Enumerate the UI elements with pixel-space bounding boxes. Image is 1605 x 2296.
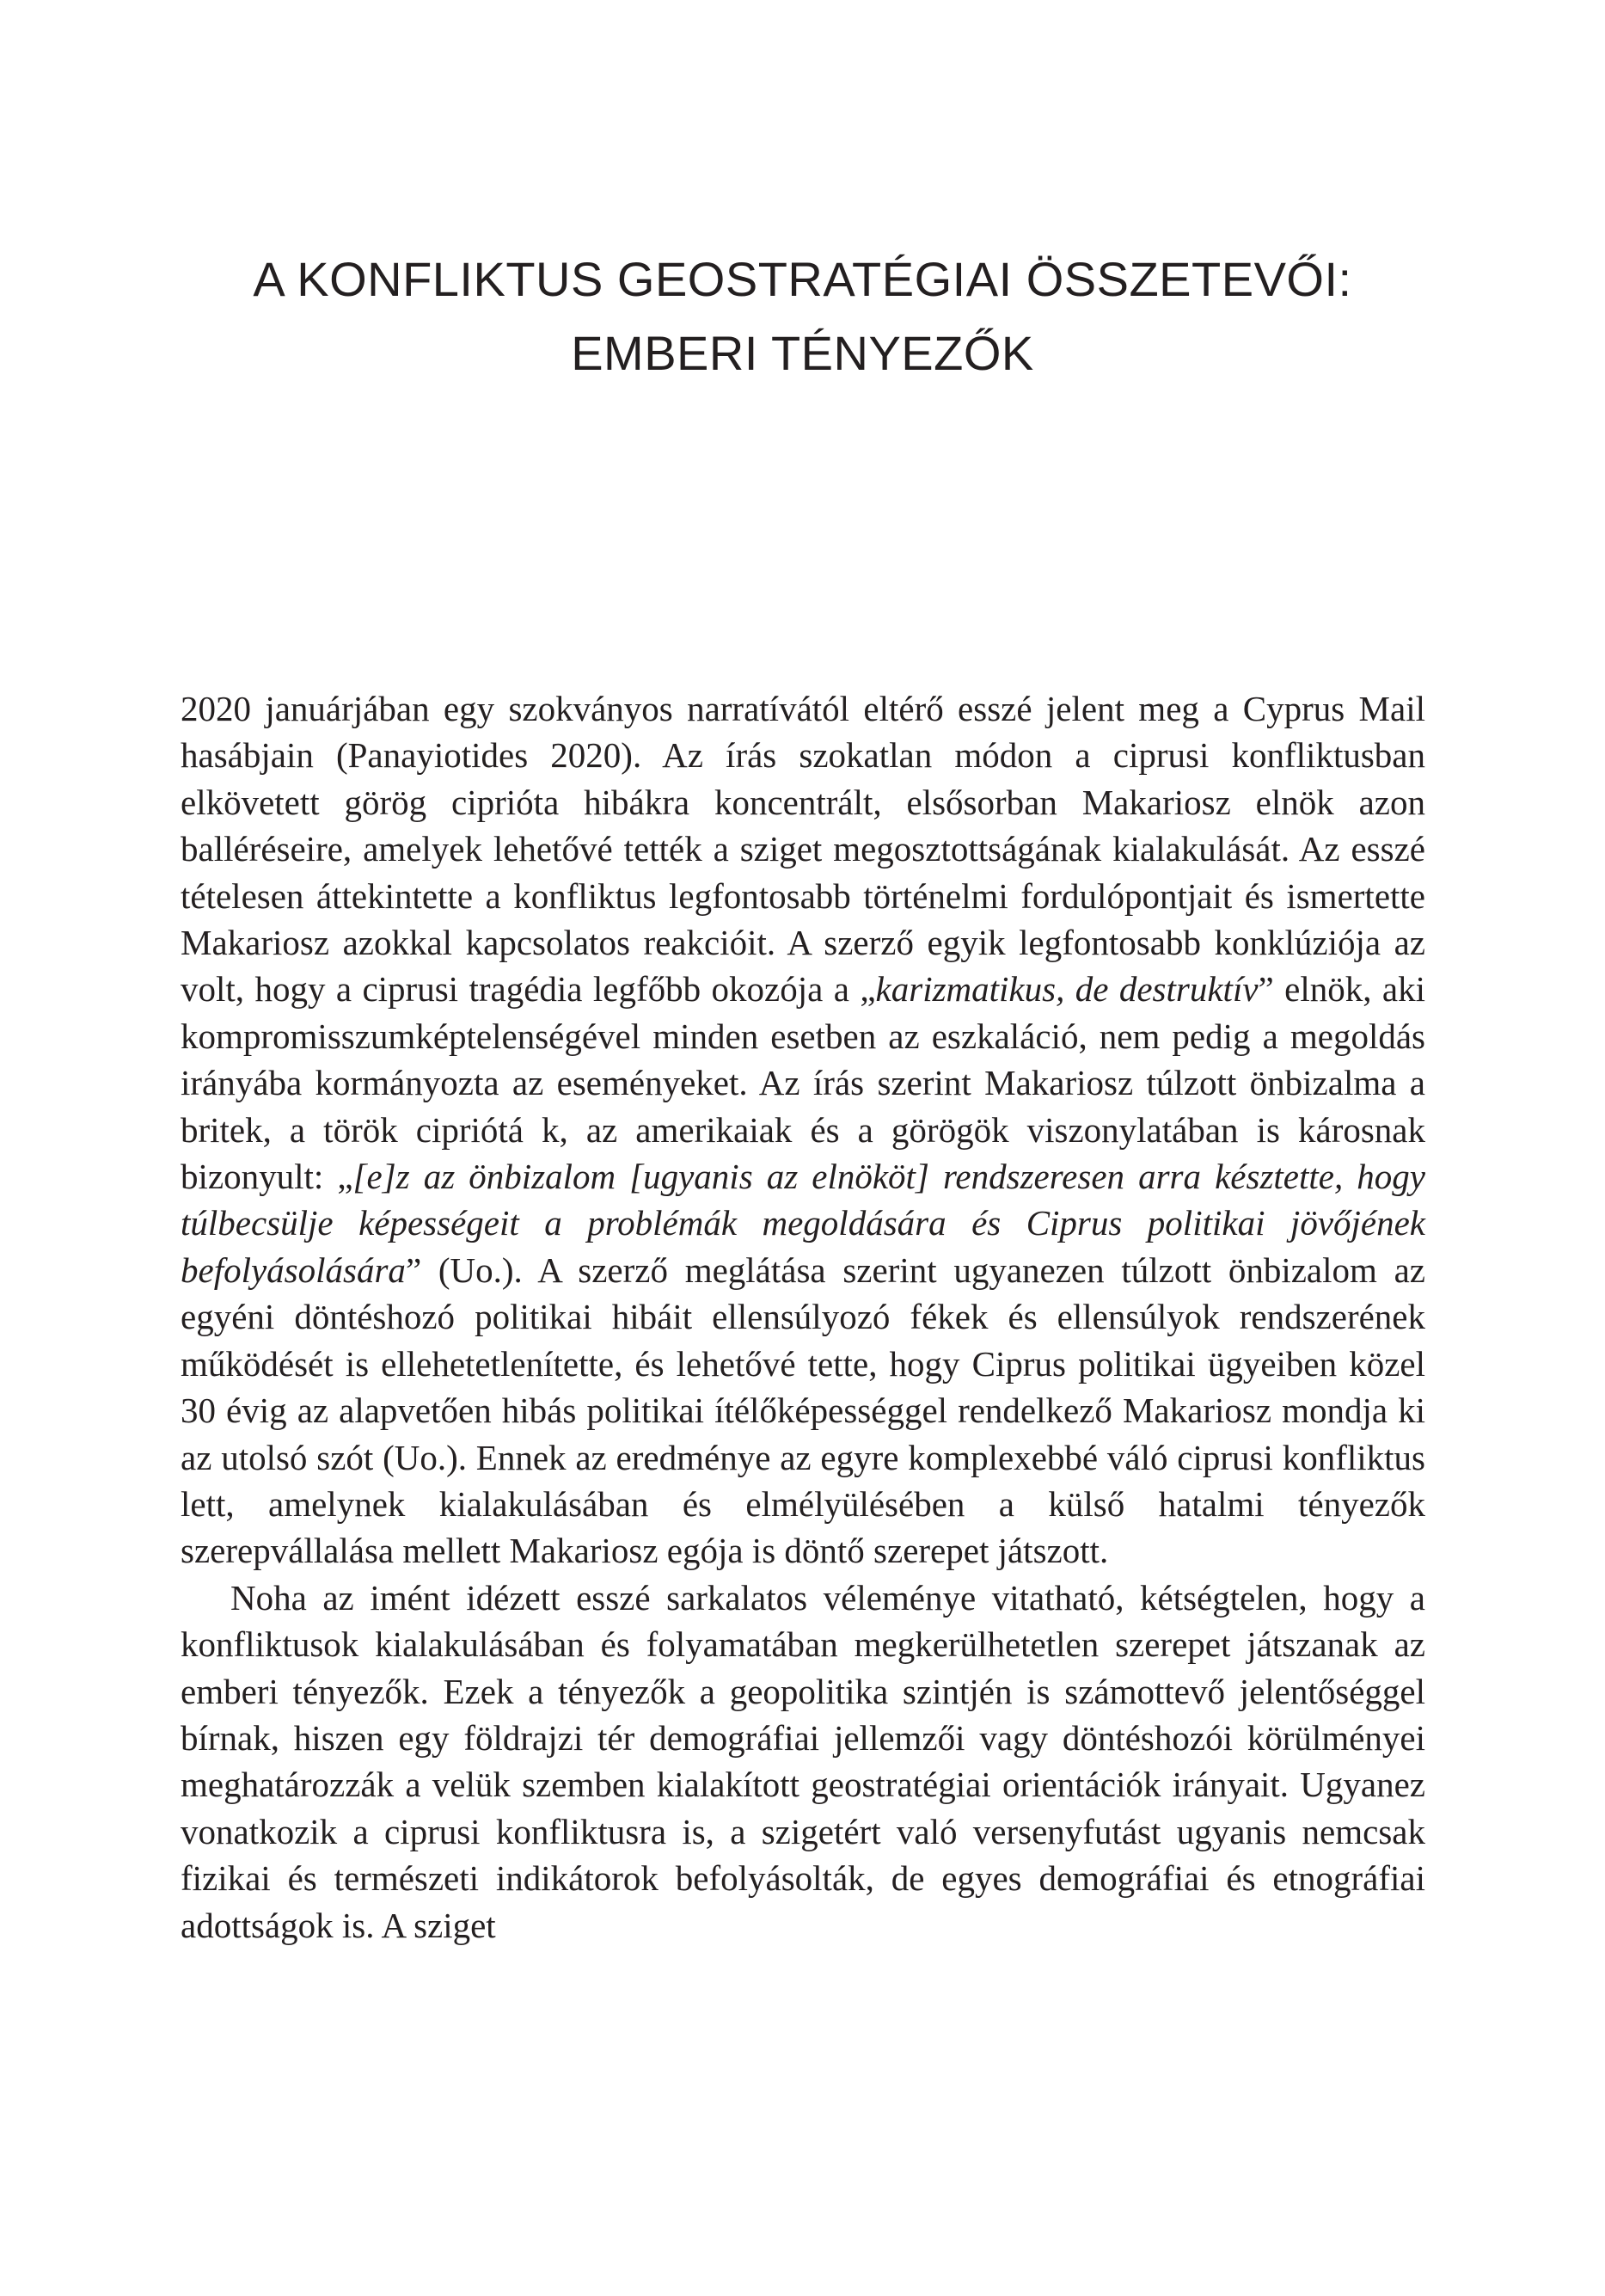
body-text <box>181 685 1425 1949</box>
paragraph-1-text: 2020 januárjában egy szokványos narratívától eltérő esszé jelent meg a Cyprus Mail hasábjain (Panayiotides 2020). Az írás szokatlan módon a ciprusi konfliktusban elkövetett görög cipriótа hibákra koncentrált, elsősorban Makariosz elnök azon balléréseire, amelyek lehetővé tették a sziget megosztottságának kialakulását. Az esszé tételesen áttekintette a konfliktus legfontosabb történelmi fordulópontjait és ismertette Makariosz azokkal kapcsolatos reakcióit. A szerző egyik legfontosabb konklúziója az volt, hogy a ciprusi tragédia legfőbb okozója a „ <box>181 689 1425 1010</box>
chapter-title-line-2: EMBERI TÉNYEZŐK <box>571 326 1034 380</box>
chapter-title <box>0 242 1605 390</box>
paragraph-2 <box>181 1575 1425 1949</box>
paragraph-2-text: Noha az imént idézett esszé sarkalatos véleménye vitatható, kétségtelen, hogy a konfliktusok kialakulásában és folyamatában megkerülhetetlen szerepet játszanak az emberi tényezők. Ezek a tényezők a geopolitika szintjén is számottevő jelentőséggel bírnak, hiszen egy földrajzi tér demográfiai jellemzői vagy döntéshozói körülményei meghatározzák a velük szemben kialakított geostratégiai orientációk irányait. Ugyanez vonatkozik a ciprusi konfliktusra is, a szigetért való versenyfutást ugyanis nemcsak fizikai és természeti indikátorok befolyásolták, de egyes demográfiai és etnográfiai adottságok is. A sziget <box>181 1577 1425 1945</box>
quote-onbizalom: [e]z az önbizalom [ugyanis az elnököt] rendszeresen arra késztette, hogy túlbecsülje képességeit a problémák megoldására és Ciprus politikai jövőjének befolyásolására <box>181 1157 1425 1290</box>
paragraph-1-text-end: ” (Uo.). A szerző meglátása szerint ugyanezen túlzott önbizalom az egyéni döntéshozó politikai hibáit ellensúlyozó fékek és ellensúlyok rendszerének működését is ellehetetlenítette, és lehetővé tette, hogy Ciprus politikai ügyeiben közel 30 évig az alapvetően hibás politikai ítélőképességgel rendelkező Makariosz mondja ki az utolsó szót (Uo.). Ennek az eredménye az egyre komplexebbé váló ciprusi konfliktus lett, amelynek kialakulásában és elmélyülésében a külső hatalmi tényezők szerepvállalása mellett Makariosz egója is döntő szerepet játszott. <box>181 1249 1425 1571</box>
chapter-title-line-1: A KONFLIKTUS GEOSTRATÉGIAI ÖSSZETEVŐI: <box>253 252 1352 306</box>
paragraph-1 <box>181 685 1425 1575</box>
quote-karizmatikus: karizmatikus, de destruktív <box>875 969 1259 1010</box>
paragraph-1-text-continued: ” elnök, aki kompromisszumképtelenségével minden esetben az eszkaláció, nem pedig a megoldás irányába kormányozta az eseményeket. Az írás szerint Makariosz túlzott önbizalma a britek, a török cipriótá k, az amerikaiak és a görögök viszonylatában is károsnak bizonyult: „ <box>181 969 1425 1197</box>
